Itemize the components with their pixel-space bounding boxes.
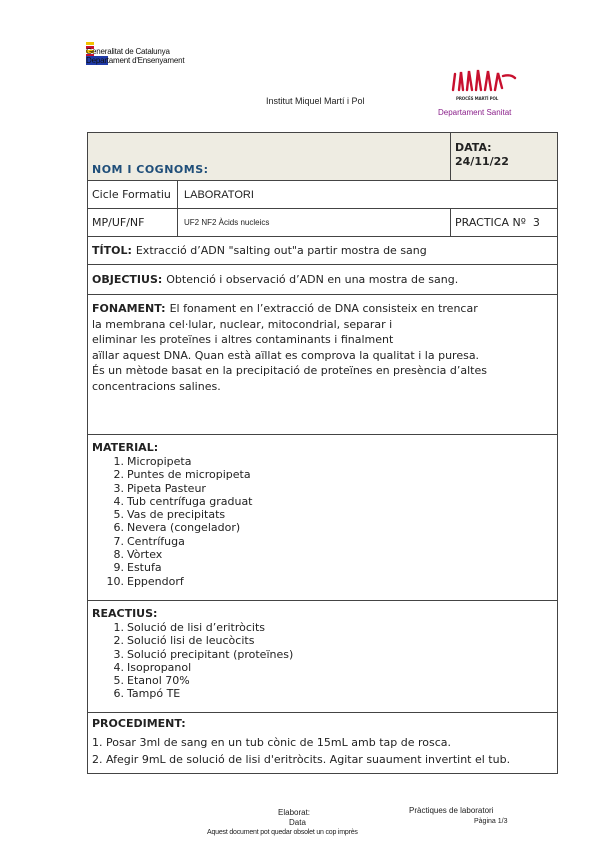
- generalitat-name: Generalitat de Catalunya: [86, 47, 170, 56]
- list-item: 1. Micropipeta: [113, 455, 192, 468]
- module-label: MP/UF/NF: [88, 209, 178, 236]
- list-item: 5. Etanol 70%: [113, 674, 190, 688]
- foundation-label: FONAMENT:: [92, 302, 166, 315]
- list-item: 3. Pipeta Pasteur: [113, 481, 206, 495]
- material-list: [92, 455, 553, 588]
- procedure-step: 1. Posar 3ml de sang en un tub cònic de 15mL amb tap de rosca.: [92, 736, 452, 749]
- material-section: [88, 435, 557, 601]
- title-label: TÍTOL:: [92, 244, 132, 257]
- list-item: 1. Solució de lisi d’eritròcits: [113, 621, 266, 634]
- list-item: 9. Estufa: [113, 561, 162, 575]
- list-item: 6. Nevera (congelador): [113, 521, 241, 535]
- objective-row: [88, 265, 557, 295]
- name-field[interactable]: NOM I COGNOMS:: [88, 133, 451, 180]
- date-label: DATA:: [455, 141, 492, 154]
- procedure-label: PROCEDIMENT:: [92, 717, 186, 730]
- material-label: MATERIAL:: [92, 441, 159, 454]
- foundation-line: És un mètode basat en la precipitació de proteïnes en presència d’altes: [92, 364, 487, 377]
- date-value: 24/11/22: [455, 155, 509, 168]
- foundation-line: El fonament en l’extracció de DNA consisteix en trencar: [169, 302, 478, 315]
- list-item: 2. Puntes de micropipeta: [113, 468, 251, 482]
- reagents-label: REACTIUS:: [92, 607, 158, 620]
- list-item: 8. Vòrtex: [113, 548, 163, 562]
- objective-label: OBJECTIUS:: [92, 273, 163, 286]
- page-number: Pàgina 1/3: [474, 818, 508, 825]
- foundation-section: [88, 295, 557, 435]
- list-item: 3. Solució precipitant (proteïnes): [113, 647, 294, 661]
- date-field[interactable]: [451, 133, 557, 180]
- practice-value: 3: [532, 216, 540, 229]
- list-item: 10. Eppendorf: [106, 574, 184, 588]
- list-item: 4. Isopropanol: [113, 660, 192, 674]
- reagents-section: [88, 601, 557, 713]
- lab-form: [87, 132, 558, 774]
- list-item: 6. Tampó TE: [113, 687, 181, 701]
- cycle-label: Cicle Formatiu: [88, 181, 178, 208]
- list-item: 7. Centrífuga: [113, 534, 185, 548]
- reagents-list: [92, 621, 553, 701]
- foundation-line: eliminar les proteïnes i altres contaminants i finalment: [92, 333, 394, 346]
- foundation-line: la membrana cel·lular, nuclear, mitocondrial, separar i: [92, 317, 393, 331]
- procedure-section: [88, 713, 557, 773]
- footer-practiques: Pràctiques de laboratori: [409, 806, 494, 815]
- cycle-value: LABORATORI: [184, 188, 254, 201]
- practice-number: [451, 209, 557, 236]
- institute-name: Institut Miquel Martí i Pol: [266, 96, 365, 106]
- title-value: Extracció d’ADN "salting out"a partir mostra de sang: [135, 244, 427, 257]
- list-item: 2. Solució lisi de leucòcits: [113, 634, 255, 648]
- practice-label: PRACTICA Nº: [455, 216, 526, 229]
- foundation-line: concentracions salines.: [92, 379, 221, 393]
- department-name: Departament d'Ensenyament: [86, 56, 286, 65]
- module-value: UF2 NF2 Àcids nucleics: [178, 209, 451, 236]
- procedure-step: 2. Afegir 9mL de solució de lisi d'eritròcits. Agitar suaument invertint el tub.: [92, 753, 511, 766]
- foundation-line: aïllar aquest DNA. Quan està aïllat es comprova la qualitat i la puresa.: [92, 348, 480, 362]
- logo-caption: PROCÉS MARTÍ POL: [456, 96, 499, 101]
- footer-data: Data: [289, 818, 306, 827]
- footer-note: Aquest document pot quedar obsolet un cop imprès: [207, 829, 358, 836]
- footer-elaborat: Elaborat:: [278, 808, 311, 817]
- list-item: 5. Vas de precipitats: [113, 508, 226, 522]
- dept-label: Departament Sanitat: [438, 108, 512, 117]
- objective-value: Obtenció i observació d’ADN en una mostra de sang.: [166, 273, 459, 286]
- title-row: [88, 237, 557, 265]
- list-item: 4. Tub centrífuga graduat: [113, 494, 253, 508]
